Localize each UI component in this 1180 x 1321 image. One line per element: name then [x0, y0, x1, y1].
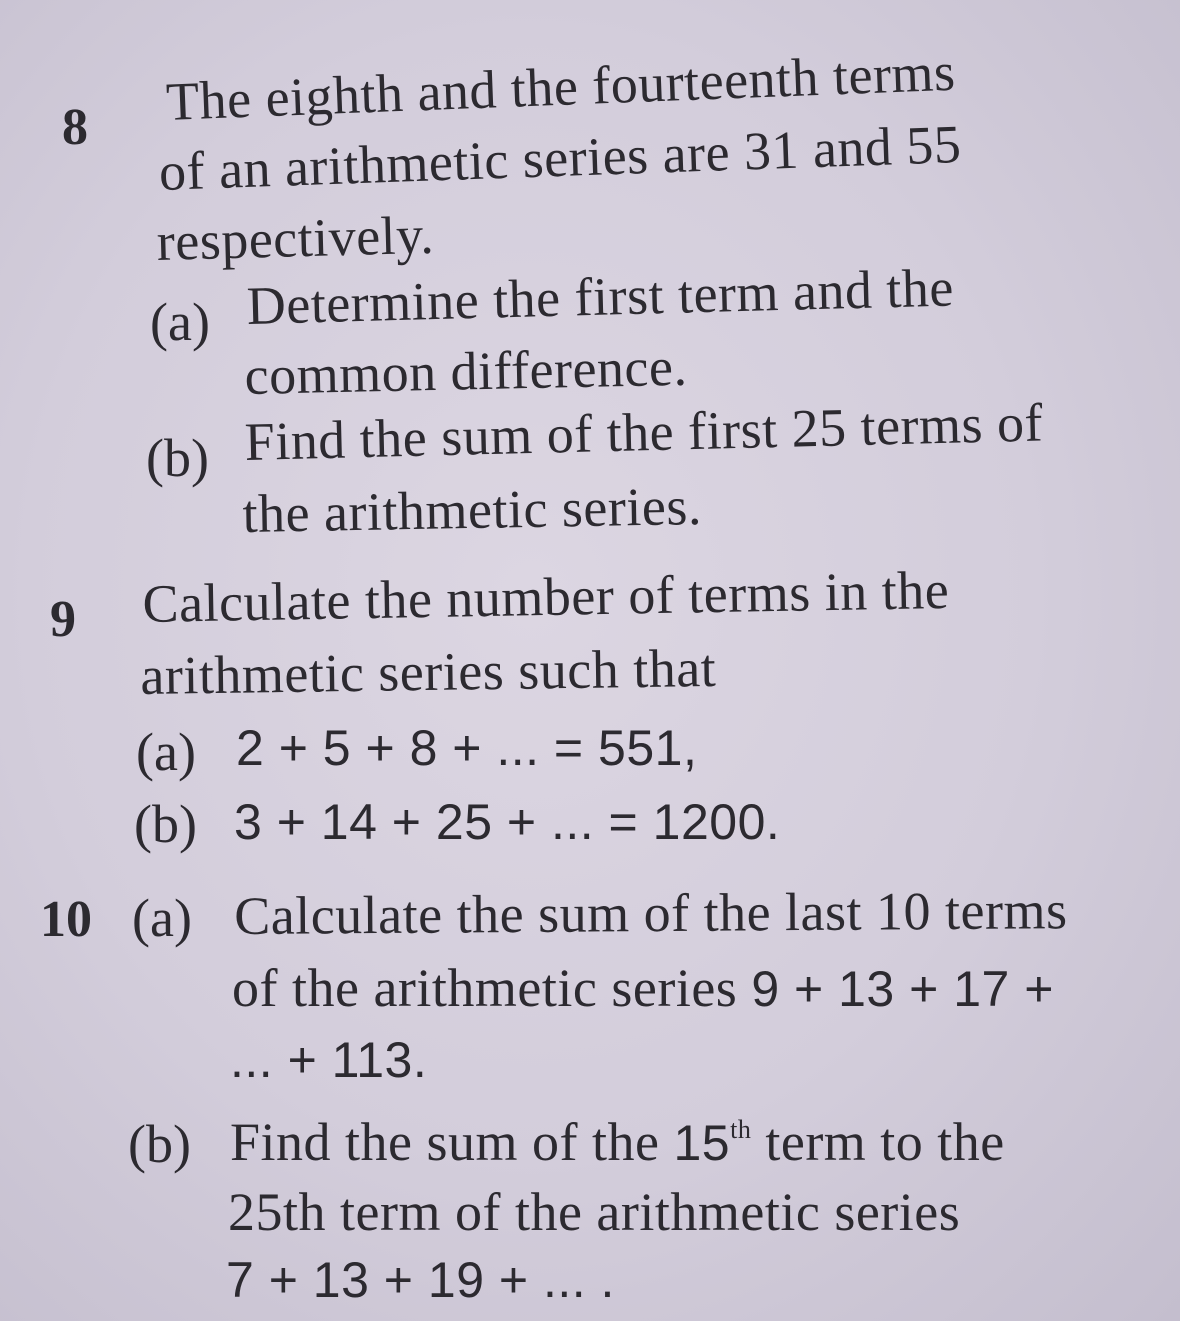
question-10a-line-3-expression: ... + 113. [230, 1032, 428, 1088]
question-9a-label: (a) [136, 722, 196, 782]
question-8-line-1: The eighth and the fourteenth terms [165, 41, 957, 132]
question-9a-expression: 2 + 5 + 8 + ... = 551, [236, 720, 698, 776]
question-8b-label: (b) [146, 428, 209, 488]
question-10b-ordinal-suffix: th [730, 1115, 752, 1144]
question-8-number: 8 [62, 99, 88, 156]
question-8a-line-1: Determine the first term and the [246, 257, 955, 336]
question-10b-line-1 [230, 1112, 1005, 1173]
question-8b-line-2: the arithmetic series. [242, 475, 703, 544]
question-10a-line-2-text: of the arithmetic series [232, 958, 752, 1018]
question-8-line-3: respectively. [156, 204, 435, 272]
question-9-line-2: arithmetic series such that [140, 637, 717, 706]
question-10-number: 10 [40, 891, 92, 948]
question-9-number: 9 [50, 591, 76, 648]
question-10b-ordinal-number: 15 [673, 1115, 731, 1171]
question-10a-line-2-expression: 9 + 13 + 17 + [751, 961, 1054, 1017]
question-10b-label: (b) [128, 1114, 191, 1174]
question-9b-expression: 3 + 14 + 25 + ... = 1200. [234, 794, 781, 850]
question-9-line-1: Calculate the number of terms in the [142, 559, 950, 634]
question-8b-line-1: Find the sum of the first 25 terms of [244, 392, 1044, 472]
question-8a-label: (a) [150, 292, 210, 352]
question-10b-line-3-expression: 7 + 13 + 19 + ... . [226, 1252, 615, 1308]
question-8-line-2: of an arithmetic series are 31 and 55 [158, 113, 963, 202]
question-10b-line-1-post: term to the [751, 1112, 1005, 1172]
question-10b-line-1-pre: Find the sum of the [230, 1112, 674, 1172]
question-10a-label: (a) [132, 888, 192, 948]
question-10a-line-1: Calculate the sum of the last 10 terms [234, 880, 1068, 946]
question-10b-line-2: 25th term of the arithmetic series [228, 1182, 961, 1242]
question-8a-line-2: common difference. [244, 336, 688, 406]
question-9b-label: (b) [134, 794, 197, 854]
question-10a-line-2 [232, 958, 1054, 1019]
